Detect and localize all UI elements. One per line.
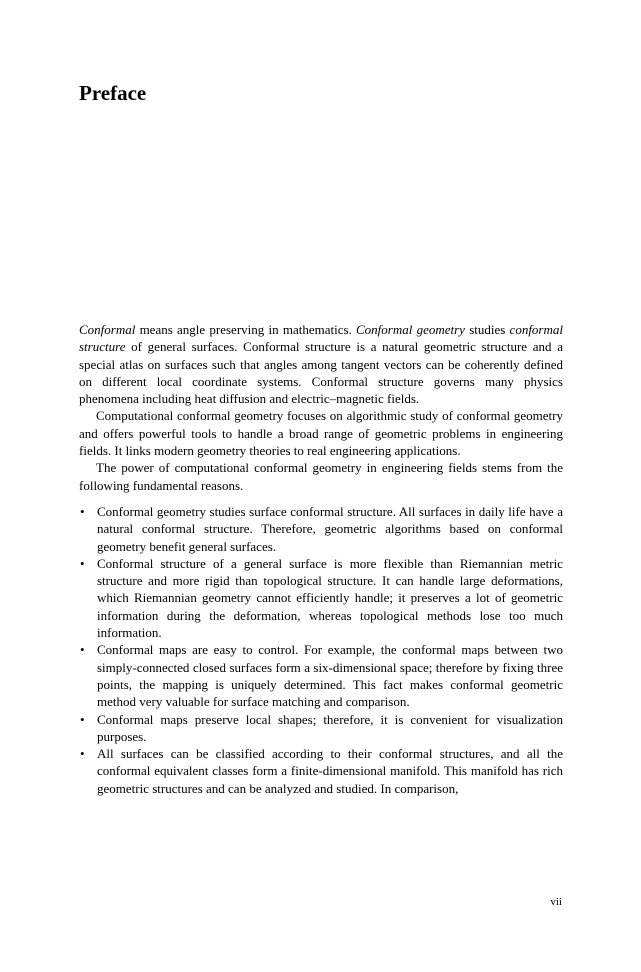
list-item: [79, 711, 563, 746]
list-item: [79, 641, 563, 710]
bullet-icon: •: [80, 711, 85, 727]
list-item-text: Conformal maps are easy to control. For example, the conformal maps between two simply-connected closed surfaces form a six-dimensional space; therefore by fixing three points, the mapping is uniquely determined. This fact makes conformal geometric method very valuable for surface matching and comparison.: [97, 642, 563, 710]
page-number: vii: [550, 896, 562, 908]
paragraph-power: The power of computational conformal geometry in engineering fields stems from the following fundamental reasons.: [79, 460, 563, 493]
bullet-icon: •: [80, 642, 85, 658]
list-item: [79, 503, 563, 555]
list-item-text: All surfaces can be classified according to their conformal structures, and all the conformal equivalent classes form a finite-dimensional manifold. This manifold has rich geometric structures and can be analyzed and studied. In comparison,: [97, 746, 563, 796]
page-title: Preface: [79, 81, 147, 105]
term-conformal-geometry: Conformal geometry: [356, 322, 465, 337]
intro-text-2: studies: [464, 322, 510, 337]
intro-paragraph: [79, 321, 563, 407]
bullet-icon: •: [80, 503, 85, 519]
bullet-icon: •: [80, 555, 85, 571]
list-item-text: Conformal geometry studies surface conformal structure. All surfaces in daily life have a natural conformal structure. Therefore, geometric algorithms based on conformal geometry benefit general surfaces.: [97, 503, 563, 554]
reasons-list: [79, 503, 563, 797]
list-item: [79, 745, 563, 797]
body-text: [79, 321, 563, 797]
term-conformal: Conformal: [79, 322, 136, 337]
term-conformal-structure: conformal structure: [79, 322, 563, 355]
list-item-text: Conformal structure of a general surface is more flexible than Riemannian metric structure and more rigid than topological structure. It can handle large deformations, which Riemannian geometry cannot efficiently handle; it preserves a lot of geometric information during the deformation, whereas topological methods lose too much information.: [97, 555, 563, 641]
intro-text-1: means angle preserving in mathematics.: [135, 322, 357, 337]
paragraph-computational: Computational conformal geometry focuses on algorithmic study of conformal geometry and offers powerful tools to handle a broad range of geometric problems in engineering fields. It links modern geometry theories to real engineering applications.: [79, 408, 563, 459]
list-item: [79, 555, 563, 641]
list-item-text: Conformal maps preserve local shapes; therefore, it is convenient for visualization purposes.: [97, 711, 563, 744]
bullet-icon: •: [80, 746, 85, 762]
intro-text-3: of general surfaces. Conformal structure is a natural geometric structure and a special atlas on surfaces such that angles among tangent vectors can be coherently defined on different local coordinate systems. Conformal structure governs many physics phenomena including heat diffusion and electric–magnetic fields.: [79, 339, 563, 407]
